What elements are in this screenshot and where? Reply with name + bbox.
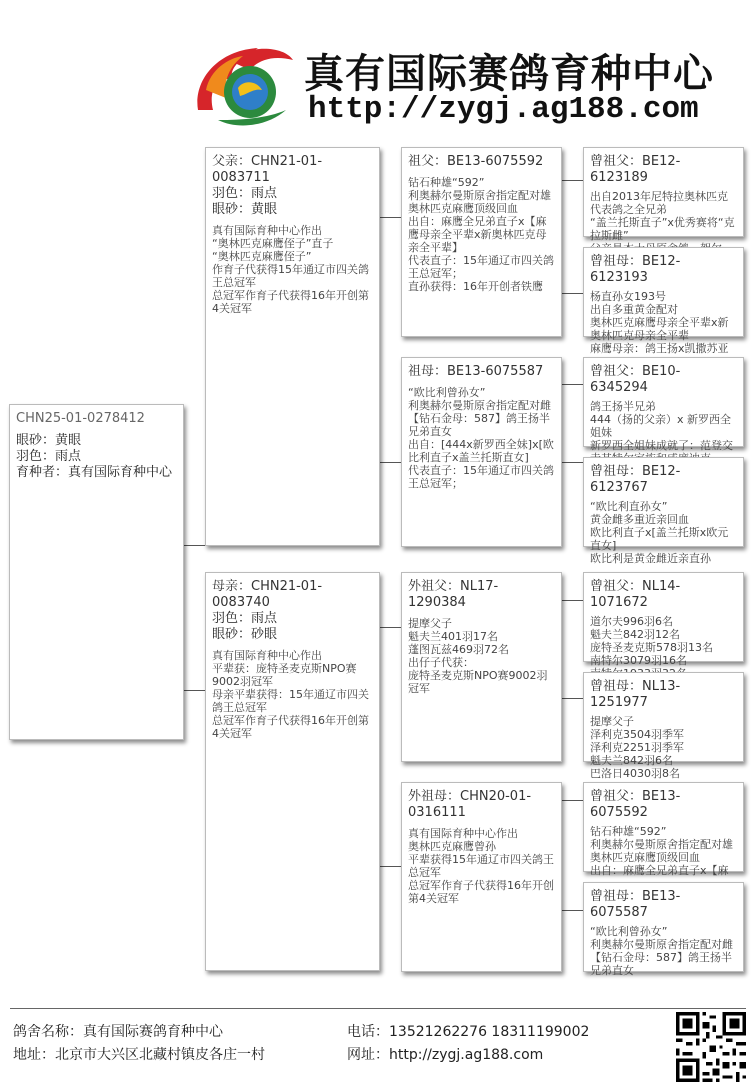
great-grandsire-ring: 曾祖父：BE13-6075592	[590, 789, 681, 820]
connector	[379, 462, 401, 463]
dam-card	[205, 572, 380, 971]
great-granddam-ring: 曾祖母：NL13-1251977	[590, 679, 681, 710]
dam-color: 羽色：雨点	[212, 611, 278, 626]
qr-code-icon	[676, 1012, 746, 1082]
subject-color: 羽色：雨点	[16, 449, 82, 464]
great-grandsire-card-4	[583, 782, 744, 877]
great-grandsire-card-3	[583, 572, 744, 667]
great-granddam-card-1	[583, 247, 744, 355]
sire-color: 羽色：雨点	[212, 186, 278, 201]
subject-breeder: 育种者：真有国际育种中心	[16, 465, 173, 480]
maternal-granddam-card	[401, 782, 562, 972]
connector	[561, 180, 583, 181]
great-grandsire-ring: 曾祖父：NL14-1071672	[590, 579, 681, 610]
grandsire-card	[401, 147, 562, 337]
subject-card	[9, 404, 184, 740]
connector	[183, 545, 205, 546]
grandsire-note: 钻石种雄“592” 利奥赫尔曼斯原舍指定配对雄 奥林匹克麻鹰顶级回血 出自：麻鹰全兄弟直子x【麻鹰母亲全平辈x新奥林匹克母亲全平辈】 代表直子：15年通辽市四关鸽王总冠军； 直孙获得：16年开创者铁鹰	[408, 176, 554, 293]
footer-address: 地址：北京市大兴区北藏村镇皮各庄一村	[13, 1047, 265, 1063]
maternal-grandsire-card	[401, 572, 562, 762]
footer-loft-name: 鸽舍名称：真有国际赛鸽育种中心	[13, 1024, 223, 1040]
sire-ring: 父亲：CHN21-01-0083711	[212, 154, 323, 185]
great-grandsire-note: 道尔夫996羽6名 魁夫兰842羽12名 庞特圣麦克斯578羽13名 南特尔3079羽16名	[590, 615, 713, 667]
great-grandsire-card-1	[583, 147, 744, 242]
great-grandsire-note: 出自2013年尼特拉奥林匹克代表鸽之全兄弟 “盖兰托斯直子”x优秀赛将“克拉斯雌”	[590, 190, 735, 242]
sire-eye: 眼砂：黄眼	[212, 202, 278, 217]
maternal-grandsire-note: 提摩父子 魁夫兰401羽17名 蓬图瓦兹469羽72名 出仔子代获： 庞特圣麦克斯NPO赛9002羽冠军	[408, 617, 548, 695]
page-title: 真有国际赛鸽育种中心	[304, 51, 714, 97]
connector	[183, 690, 205, 691]
great-granddam-note: 提摩父子 泽利克3504羽季军 泽利克2251羽季军 魁夫兰842羽6名 巴洛日4030羽8名	[590, 715, 684, 780]
connector	[379, 217, 401, 218]
subject-ring: CHN25-01-0278412	[16, 411, 145, 426]
connector	[561, 600, 583, 601]
footer-website[interactable]: 网址：http://zygj.ag188.com	[347, 1047, 544, 1063]
great-granddam-note: “欧比利曾孙女” 利奥赫尔曼斯原舍指定配对雌 【钻石金母：587】鸽王扬半兄弟直女	[590, 925, 733, 977]
footer-divider	[10, 1008, 746, 1009]
header-url: http://zygj.ag188.com	[308, 92, 699, 127]
great-grandsire-note: 钻石种雄“592” 利奥赫尔曼斯原舍指定配对雄 奥林匹克麻鹰顶级回血 出自：麻鹰全兄弟直子x【麻	[590, 825, 733, 877]
connector	[561, 800, 583, 801]
connector	[379, 627, 401, 628]
great-granddam-card-2	[583, 457, 744, 565]
logo-phoenix-icon	[188, 40, 298, 130]
subject-eye: 眼砂：黄眼	[16, 433, 82, 448]
great-granddam-ring: 曾祖母：BE13-6075587	[590, 889, 681, 920]
connector	[561, 698, 583, 699]
sire-note: 真有国际育种中心作出 “奥林匹克麻鹰侄子”直子 “奥林匹克麻鹰侄子” 作育子代获得15年通辽市四关鸽王总冠军 总冠军作育子代获得16年开创第4关冠军	[212, 224, 369, 315]
great-grandsire-note: 鸽王扬半兄弟 444（扬的父亲）x 新罗西全姐妹 新罗西全姐妹成就了：范登交	[590, 400, 733, 452]
header	[0, 0, 753, 140]
great-grandsire-ring: 曾祖父：BE12-6123189	[590, 154, 681, 185]
connector	[561, 910, 583, 911]
great-grandsire-card-2	[583, 357, 744, 452]
dam-eye: 眼砂：砂眼	[212, 627, 278, 642]
connector	[561, 293, 583, 294]
connector	[379, 866, 401, 867]
great-granddam-note: “欧比利直孙女” 黄金雌多重近亲回血 欧比利直子x[盖兰托斯x欧元直女] 欧比利是黄金雌近亲直孙	[590, 500, 729, 565]
great-granddam-card-3	[583, 672, 744, 780]
maternal-granddam-note: 真有国际育种中心作出 奥林匹克麻鹰曾孙 平辈获得15年通辽市四关鸽王总冠军 总冠军作育子代获得16年开创第4关冠军	[408, 827, 554, 905]
grandsire-ring: 祖父：BE13-6075592	[408, 154, 544, 169]
maternal-grandsire-ring: 外祖父：NL17-1290384	[408, 579, 499, 610]
dam-note: 真有国际育种中心作出 平辈获：庞特圣麦克斯NPO赛9002羽冠军 母亲平辈获得：15年通辽市四关鸽王总冠军 总冠军作育子代获得16年开创第4关冠军	[212, 649, 369, 740]
dam-ring: 母亲：CHN21-01-0083740	[212, 579, 323, 610]
granddam-ring: 祖母：BE13-6075587	[408, 364, 544, 379]
connector	[561, 384, 583, 385]
granddam-card	[401, 357, 562, 547]
great-granddam-note: 杨直孙女193号 出自多重黄金配对 奥林匹克麻鹰母亲全平辈x新奥林匹克母亲全平辈 麻鹰母亲：鸽王扬x凯撒苏亚	[590, 290, 729, 355]
great-grandsire-ring: 曾祖父：BE10-6345294	[590, 364, 681, 395]
footer-phone: 电话：13521262276 18311199002	[347, 1024, 590, 1040]
granddam-note: “欧比利曾孙女” 利奥赫尔曼斯原舍指定配对雌 【钻石金母：587】鸽王扬半兄弟直女 出自：[444x新罗西全妹]x[欧比利直子x盖兰托斯直女] 代表直子：15年通辽市四关鸽王总冠军；	[408, 386, 554, 490]
maternal-granddam-ring: 外祖母：CHN20-01-0316111	[408, 789, 532, 820]
connector	[561, 462, 583, 463]
great-granddam-ring: 曾祖母：BE12-6123193	[590, 254, 681, 285]
great-granddam-ring: 曾祖母：BE12-6123767	[590, 464, 681, 495]
great-granddam-card-4	[583, 882, 744, 977]
sire-card	[205, 147, 380, 546]
